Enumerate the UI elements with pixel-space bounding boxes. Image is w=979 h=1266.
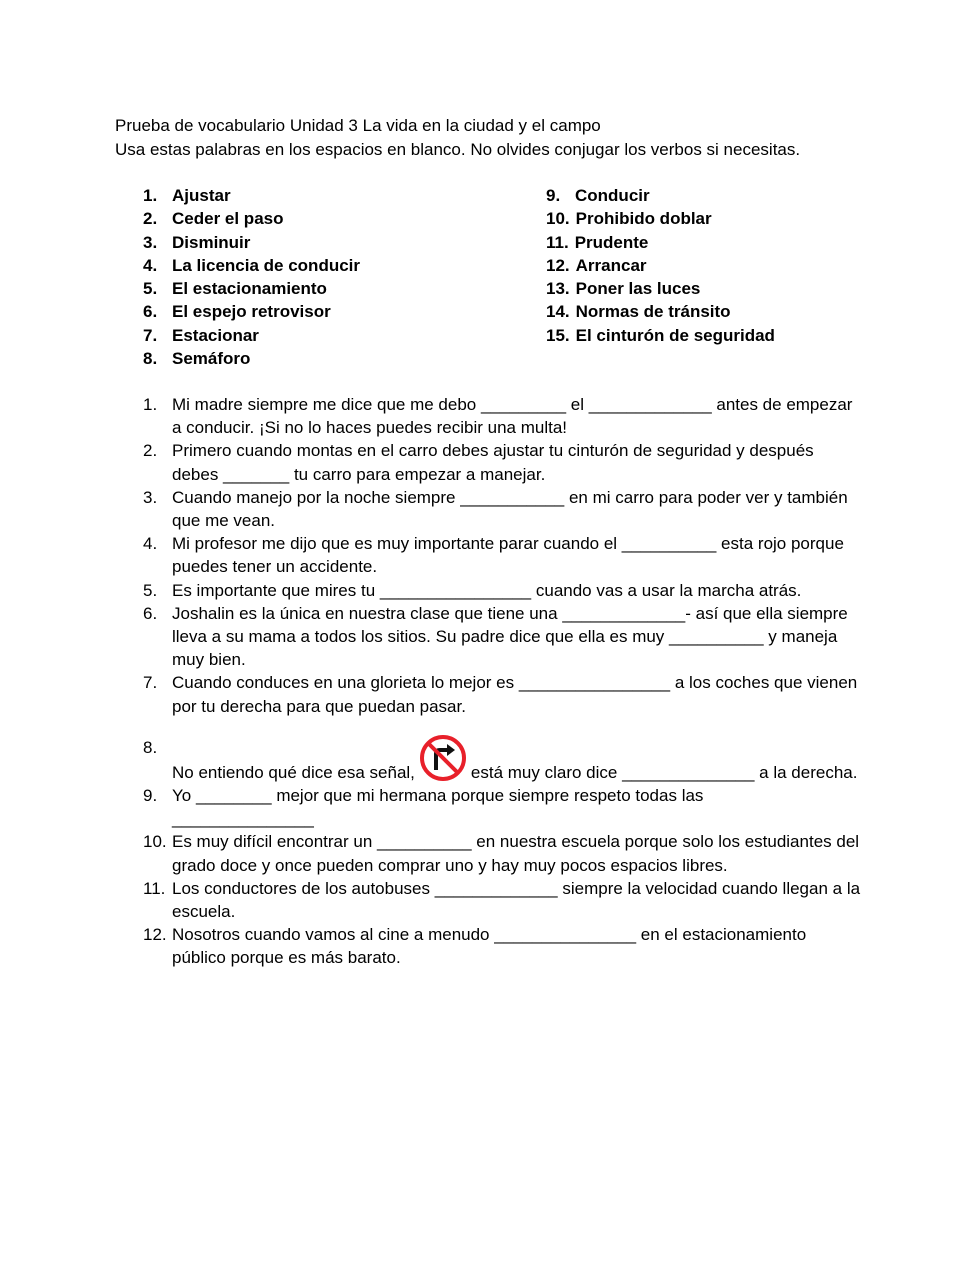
question-text-after-sign: está muy claro dice ______________ a la derecha. [470, 762, 858, 782]
question-item [143, 579, 863, 602]
vocab-word: Estacionar [172, 325, 259, 345]
vocab-item [143, 207, 360, 230]
vocab-word: Poner las luces [575, 279, 701, 299]
question-item [143, 439, 863, 485]
question-number: 10. [143, 832, 167, 852]
vocab-item [143, 184, 360, 207]
vocab-word: Prohibido doblar [575, 209, 712, 229]
question-text: Mi profesor me dijo que es muy importante parar cuando el __________ esta rojo porque puedes tener un accidente. [172, 534, 844, 577]
question-number: 11. [143, 878, 166, 898]
question-item [143, 393, 863, 439]
vocab-number: 10. [546, 209, 570, 229]
vocab-number: 6. [143, 302, 158, 322]
vocab-number: 13. [546, 279, 570, 299]
question-number: 6. [143, 603, 158, 623]
vocab-item [143, 347, 360, 370]
question-item [143, 602, 863, 672]
question-item [143, 736, 863, 784]
question-text: Es importante que mires tu ________________ cuando vas a usar la marcha atrás. [172, 580, 802, 600]
question-text: Nosotros cuando vamos al cine a menudo _______________ en el estacionamiento público porque es más barato. [172, 925, 807, 968]
question-number: 12. [143, 925, 167, 945]
question-item [143, 923, 863, 969]
vocab-word: El cinturón de seguridad [575, 325, 775, 345]
question-list [143, 393, 863, 970]
question-number: 9. [143, 786, 158, 806]
question-text: Los conductores de los autobuses _____________ siempre la velocidad cuando llegan a la escuela. [172, 878, 861, 922]
question-item [143, 532, 863, 578]
question-number: 3. [143, 487, 158, 507]
vocab-item [143, 300, 360, 323]
vocab-item [546, 207, 775, 230]
worksheet-instructions: Usa estas palabras en los espacios en blanco. No olvides conjugar los verbos si necesitas. [115, 140, 801, 159]
vocab-number: 4. [143, 255, 158, 275]
vocab-word: Semáforo [172, 349, 251, 369]
vocab-number: 7. [143, 325, 158, 345]
vocab-number: 9. [546, 186, 561, 205]
vocab-number: 2. [143, 209, 158, 229]
vocab-word: Ajustar [172, 186, 231, 205]
vocab-number: 12. [546, 255, 570, 275]
question-number: 1. [143, 395, 158, 414]
vocab-list-left [143, 184, 360, 370]
no-right-turn-sign-graphic [419, 734, 467, 782]
vocab-word: La licencia de conducir [172, 255, 361, 275]
question-text: Mi madre siempre me dice que me debo _________ el _____________ antes de empezar a conducir. ¡Si no lo haces puedes recibir una multa! [172, 395, 853, 438]
no-right-turn-sign-icon [419, 734, 467, 782]
vocab-number: 3. [143, 232, 158, 252]
vocab-number: 11. [546, 232, 569, 252]
vocab-item [546, 277, 775, 300]
question-text: Primero cuando montas en el carro debes ajustar tu cinturón de seguridad y después debes _______ tu carro para empezar a manejar. [172, 441, 814, 484]
question-number: 7. [143, 673, 158, 693]
question-number: 2. [143, 441, 158, 461]
question-text: Yo ________ mejor que mi hermana porque siempre respeto todas las [172, 786, 704, 806]
vocab-item [546, 184, 775, 207]
question-text-before-sign: No entiendo qué dice esa señal, [172, 762, 415, 782]
vocab-word: Disminuir [172, 232, 251, 252]
question-blank-line: _______________ [172, 809, 314, 829]
vocab-word: El estacionamiento [172, 279, 327, 299]
vocab-number: 14. [546, 302, 570, 322]
vocab-item [546, 300, 775, 323]
vocab-word: Conducir [575, 186, 650, 205]
vocab-item [546, 254, 775, 277]
question-item [143, 877, 863, 923]
vocab-number: 8. [143, 349, 158, 369]
vocab-word: Arrancar [575, 255, 647, 275]
question-text: Cuando conduces en una glorieta lo mejor es ________________ a los coches que vienen por tu derecha para que puedan pasar. [172, 673, 858, 716]
vocab-item [143, 254, 360, 277]
vocab-item [546, 324, 775, 347]
vocab-number: 5. [143, 279, 158, 299]
vocab-item [143, 231, 360, 254]
vocab-item [143, 324, 360, 347]
vocab-item [546, 231, 775, 254]
vocab-item [143, 277, 360, 300]
question-item [143, 784, 863, 830]
question-text: Cuando manejo por la noche siempre ___________ en mi carro para poder ver y también que me vean. [172, 487, 848, 531]
vocab-list-right [546, 184, 775, 347]
question-item [143, 830, 863, 876]
vocab-word: Ceder el paso [172, 209, 284, 229]
question-number: 4. [143, 534, 158, 554]
vocab-word: El espejo retrovisor [172, 302, 331, 322]
question-text: Joshalin es la única en nuestra clase que tiene una _____________- así que ella siempre lleva a su mama a todos los sitios. Su padre dice que ella es muy __________ y maneja muy bien. [172, 603, 848, 670]
vocab-word: Normas de tránsito [575, 302, 731, 322]
question-item [143, 486, 863, 532]
vocab-word: Prudente [574, 232, 649, 252]
vocab-number: 15. [546, 325, 570, 345]
question-number: 8. [143, 737, 158, 757]
question-text: Es muy difícil encontrar un __________ en nuestra escuela porque solo los estudiantes del grado doce y once pueden comprar uno y hay muy pocos espacios libres. [172, 832, 860, 875]
question-number: 5. [143, 580, 158, 600]
worksheet-header [115, 114, 800, 162]
vocab-number: 1. [143, 186, 158, 205]
question-item [143, 671, 863, 717]
worksheet-title: Prueba de vocabulario Unidad 3 La vida en la ciudad y el campo [115, 116, 601, 135]
